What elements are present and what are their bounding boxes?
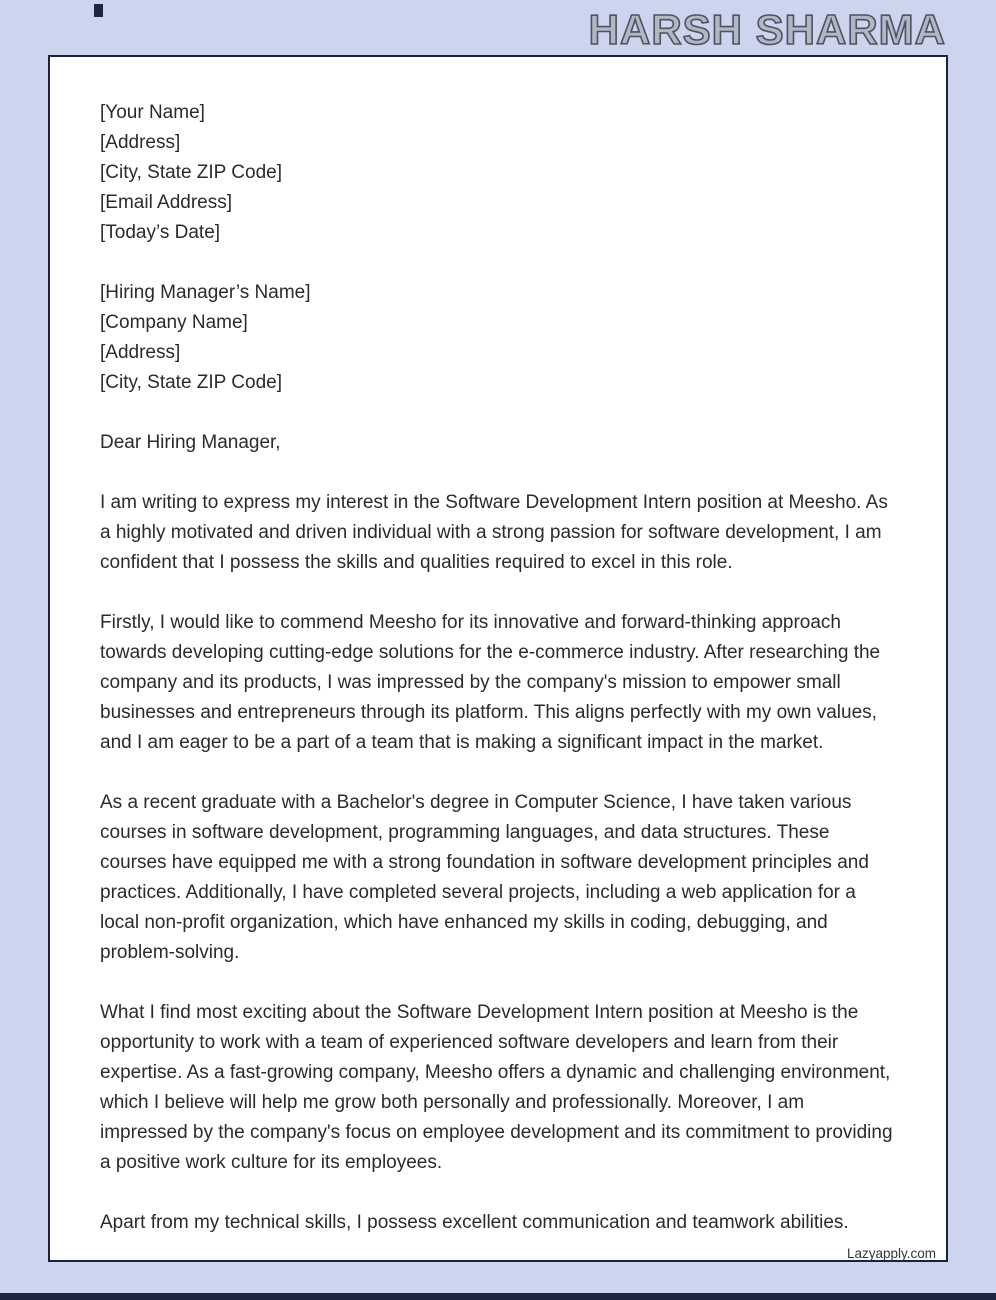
recipient-city-line: [City, State ZIP Code]: [100, 372, 282, 393]
recipient-company-line: [Company Name]: [100, 312, 248, 333]
sender-date-line: [Today’s Date]: [100, 222, 221, 243]
letter-body: [100, 98, 895, 1268]
paragraph-company-praise: Firstly, I would like to commend Meesho for its innovative and forward-thinking approach towards developing cutting-edge solutions for the e-commerce industry. After researching the company and its products, I was impressed by the company's mission to empower small businesses and entrepreneurs through its platform. This aligns perfectly with my own values, and I am eager to be a part of a team that is making a significant impact in the market.: [100, 612, 881, 753]
sender-name-line: [Your Name]: [100, 102, 205, 123]
corner-mark: [94, 4, 103, 17]
paragraph-motivation: What I find most exciting about the Software Development Intern position at Meesho is the opportunity to work with a team of experienced software developers and learn from their expertise. As a fast-growing company, Meesho offers a dynamic and challenging environment, which I believe will help me grow both personally and professionally. Moreover, I am impressed by the company's focus on employee development and its commitment to providing a positive work culture for its employees.: [100, 1002, 893, 1173]
paragraph-soft-skills: Apart from my technical skills, I possess excellent communication and teamwork abilities.: [100, 1212, 849, 1233]
recipient-name-line: [Hiring Manager’s Name]: [100, 282, 311, 303]
page-title: HARSH SHARMA: [588, 6, 946, 53]
watermark-text: Lazyapply.com: [846, 1246, 936, 1261]
recipient-address-line: [Address]: [100, 342, 181, 363]
paragraph-education: As a recent graduate with a Bachelor's degree in Computer Science, I have taken various courses in software development, programming languages, and data structures. These courses have equipped me with a strong foundation in software development principles and practices. Additionally, I have completed several projects, including a web application for a local non-profit organization, which have enhanced my skills in coding, debugging, and problem-solving.: [100, 792, 869, 963]
sender-email-line: [Email Address]: [100, 192, 232, 213]
sender-address-line: [Address]: [100, 132, 181, 153]
bottom-border: [0, 1293, 996, 1300]
sender-block: [100, 98, 895, 248]
recipient-block: [100, 278, 895, 398]
paragraph-intro: I am writing to express my interest in the Software Development Intern position at Meesho. As a highly motivated and driven individual with a strong passion for software development, I am confident that I possess the skills and qualities required to excel in this role.: [100, 492, 888, 573]
salutation: Dear Hiring Manager,: [100, 432, 281, 453]
sender-city-line: [City, State ZIP Code]: [100, 162, 282, 183]
